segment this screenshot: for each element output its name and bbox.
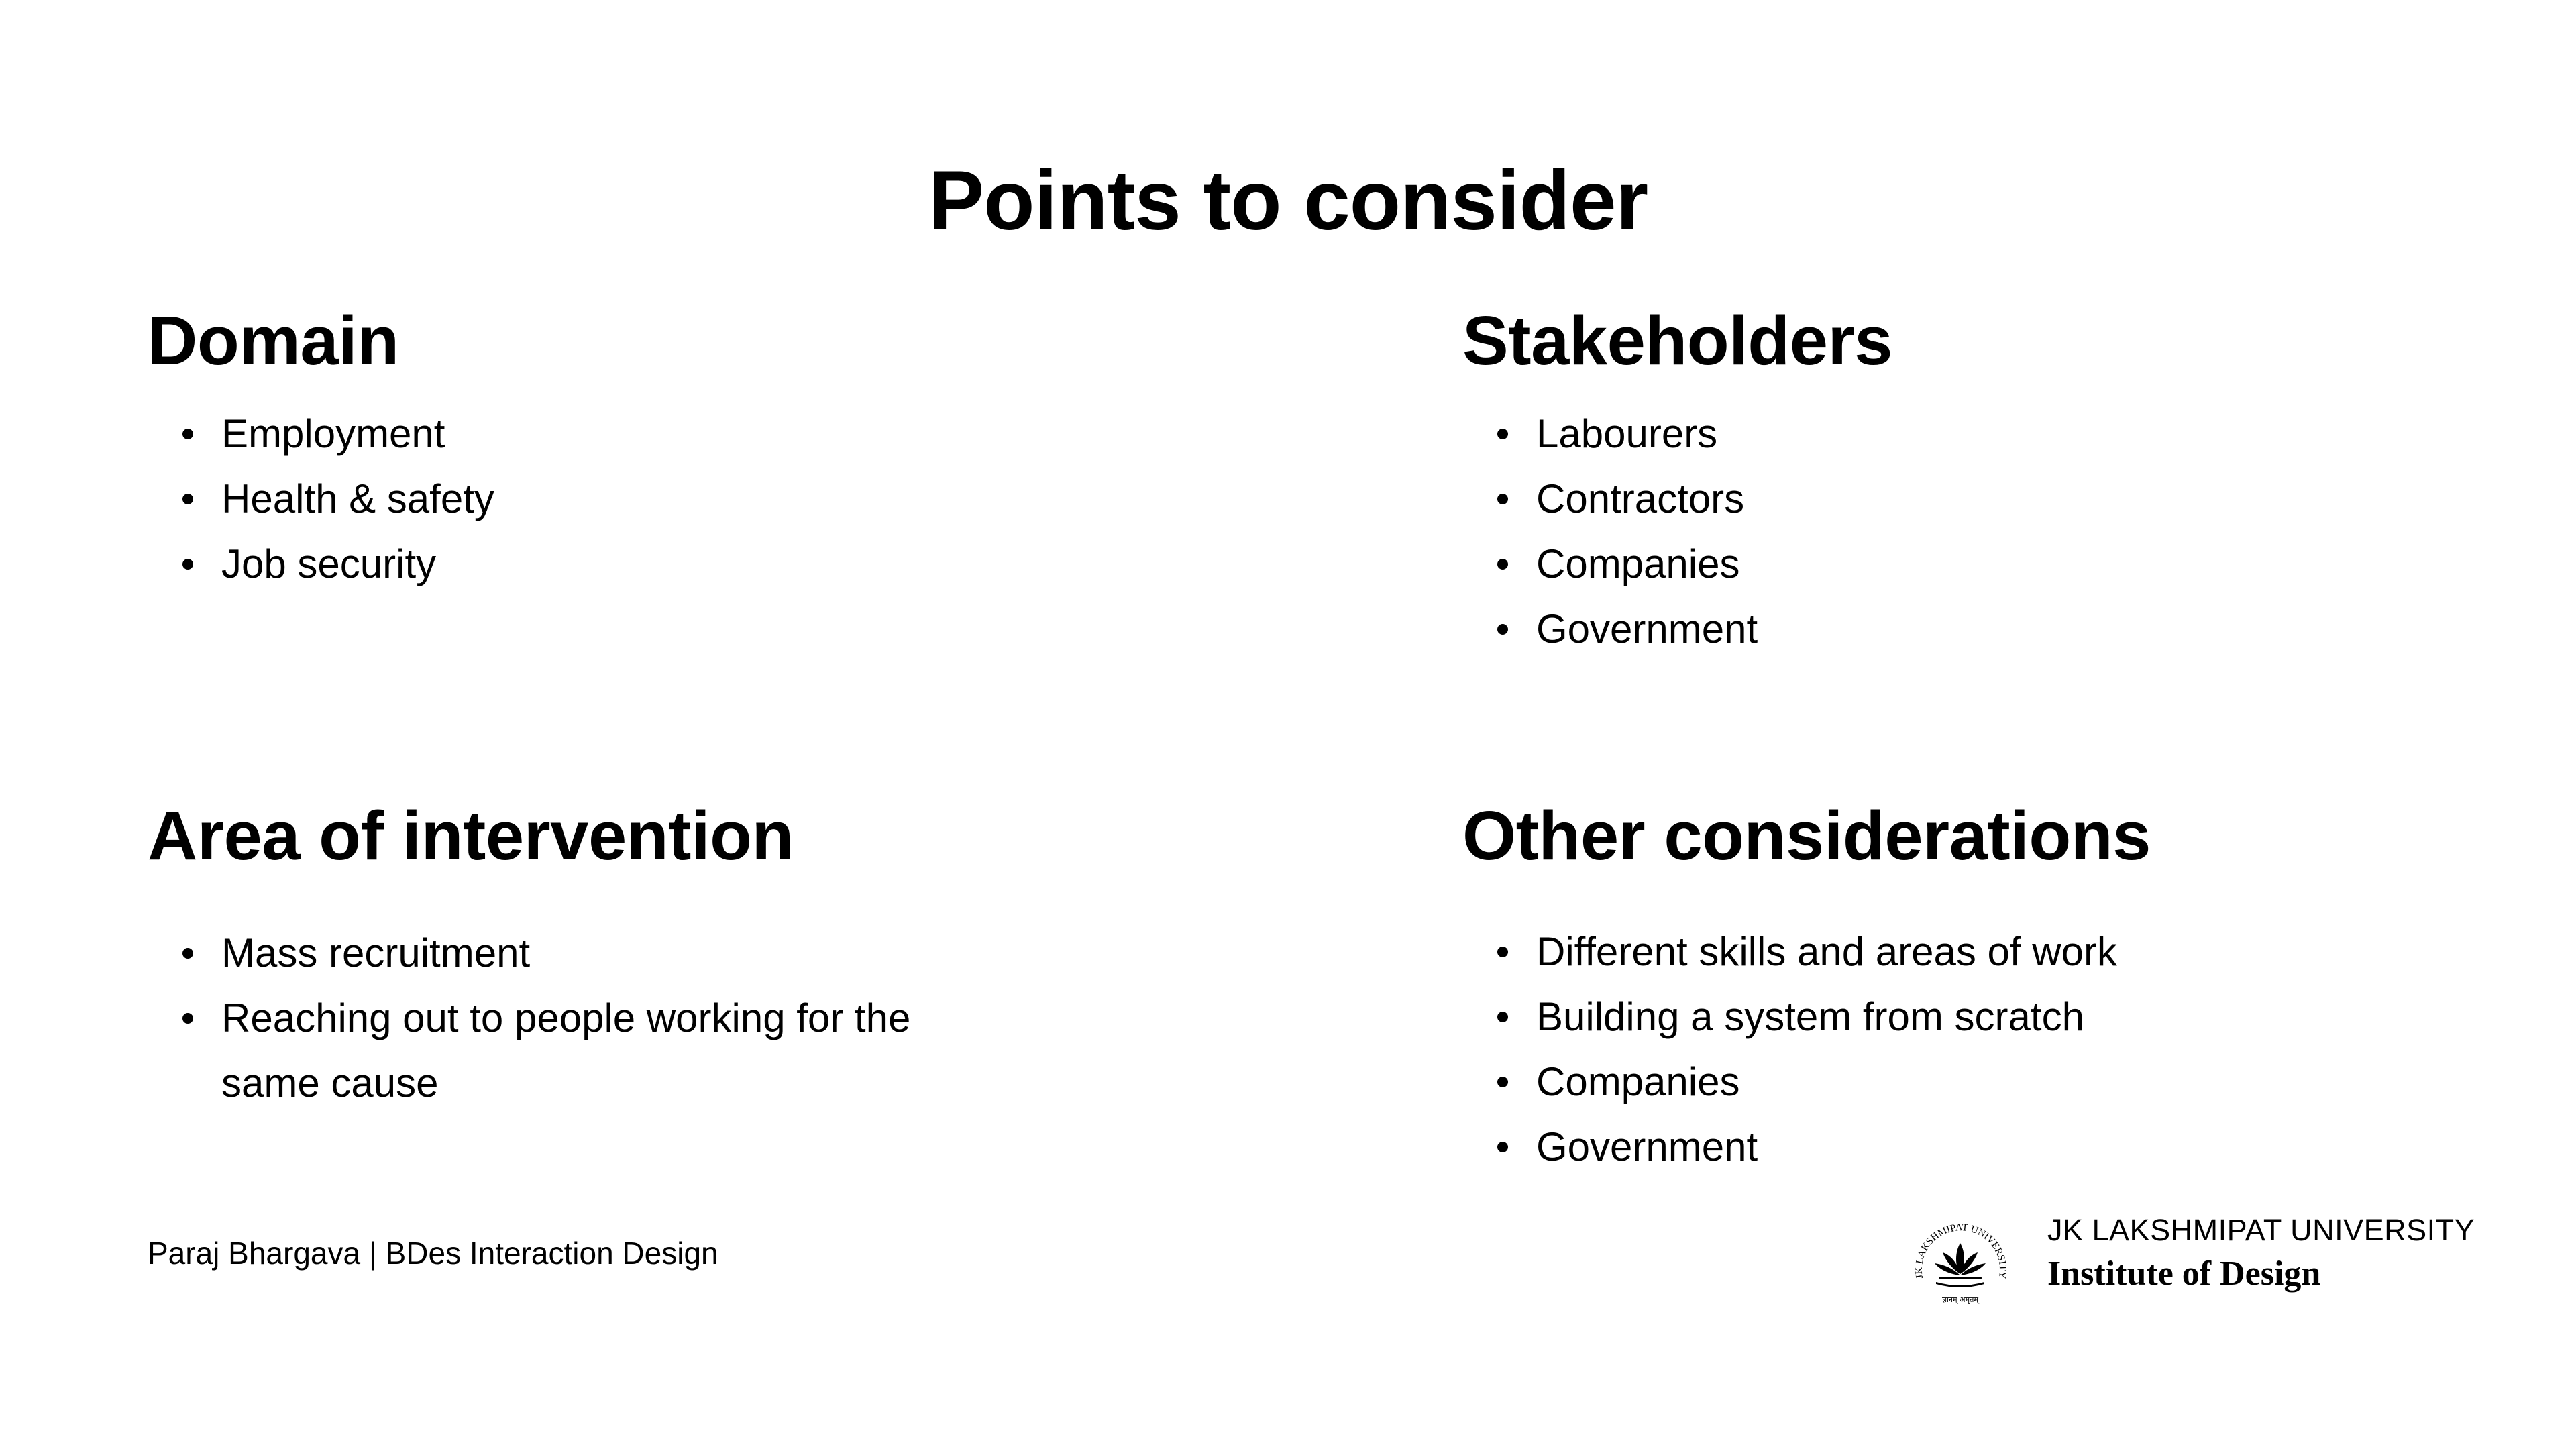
slide-title: Points to consider [928,154,1648,248]
seal-motto: ज्ञानम् अमृतम् [1942,1295,1978,1304]
list-item: Contractors [1462,466,2469,531]
list-item: Reaching out to people working for the same cause [148,985,1020,1116]
section-heading: Stakeholders [1462,302,1892,379]
bullet-list [1462,401,2469,661]
bullet-list [148,401,1154,596]
section-domain [148,301,1154,586]
list-item: Building a system from scratch [1462,984,2469,1049]
section-stakeholders [1462,301,2469,651]
section-heading: Other considerations [1462,797,2151,874]
institute-name: Institute of Design [2047,1254,2321,1293]
university-seal-icon [1905,1204,2016,1315]
section-other-considerations [1462,796,2469,1169]
list-item: Companies [1462,1049,2469,1114]
bullet-list [148,920,1020,1116]
list-item: Government [1462,596,2469,661]
bullet-list [1462,919,2469,1179]
university-name: JK LAKSHMIPAT UNIVERSITY [2047,1213,2475,1247]
section-area-of-intervention [148,796,1154,1106]
university-logo [1905,1204,2475,1311]
list-item: Mass recruitment [148,920,1020,985]
list-item: Labourers [1462,401,2469,466]
footer-credit: Paraj Bhargava | BDes Interaction Design [148,1236,718,1271]
section-heading: Area of intervention [148,797,794,874]
list-item: Government [1462,1114,2469,1179]
seal-arc-text: JK LAKSHMIPAT UNIVERSITY [1913,1222,2008,1280]
section-heading: Domain [148,302,399,379]
list-item: Job security [148,531,1154,596]
lotus-icon [1935,1243,1986,1287]
list-item: Health & safety [148,466,1154,531]
list-item: Different skills and areas of work [1462,919,2469,984]
list-item: Companies [1462,531,2469,596]
list-item: Employment [148,401,1154,466]
